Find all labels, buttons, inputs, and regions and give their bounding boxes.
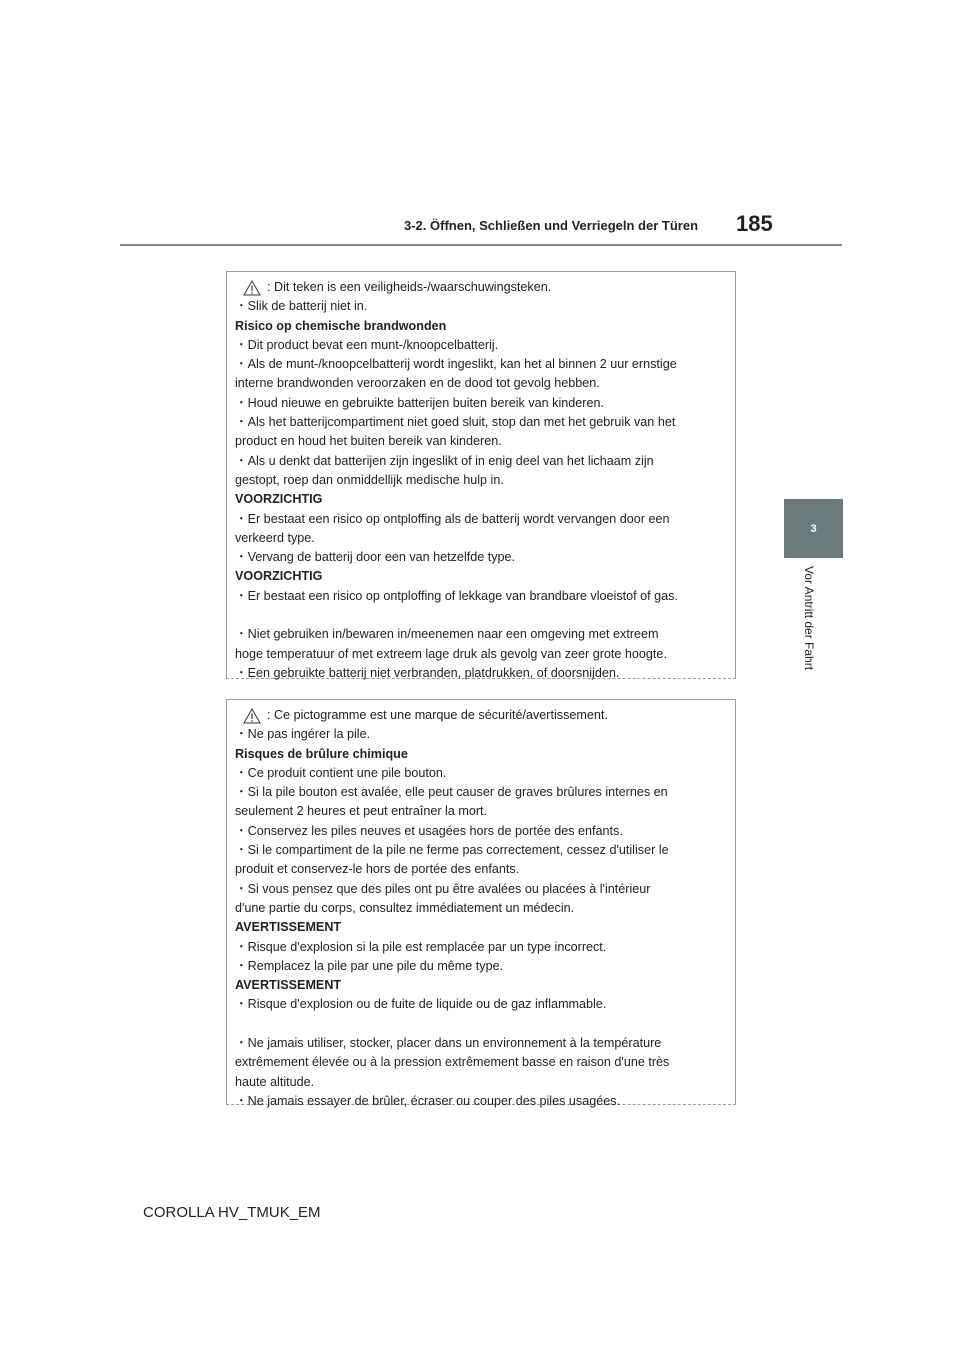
notice-line: ・Si le compartiment de la pile ne ferme pas correctement, cessez d'utiliser le [235, 843, 669, 858]
notice-line: ・Risque d'explosion ou de fuite de liquide ou de gaz inflammable. [235, 997, 607, 1012]
notice-line: ・Niet gebruiken in/bewaren in/meenemen naar een omgeving met extreem [235, 627, 659, 642]
notice-box-french [226, 699, 736, 1108]
notice-blank-line [235, 606, 727, 625]
notice-line: extrêmement élevée ou à la pression extrêmement basse en raison d'une très [235, 1055, 670, 1070]
notice-line: ・Remplacez la pile par une pile du même type. [235, 958, 504, 973]
notice-line: produit et conservez-le hors de portée des enfants. [235, 862, 520, 877]
notice-line: seulement 2 heures et peut entraîner la mort. [235, 804, 488, 819]
notice-line-text: : Ce pictogramme est une marque de sécurité/avertissement. [267, 708, 608, 722]
notice-line: ・Als u denkt dat batterijen zijn ingeslikt of in enig deel van het lichaam zijn [235, 453, 654, 468]
section-title: 3-2. Öffnen, Schließen und Verriegeln der Türen [404, 218, 699, 233]
chapter-tab[interactable] [784, 499, 843, 558]
notice-line: ・Ne jamais essayer de brûler, écraser ou couper des piles usagées. [235, 1093, 621, 1108]
notice-line: ・Als het batterijcompartiment niet goed sluit, stop dan met het gebruik van het [235, 415, 676, 430]
notice-heading: VOORZICHTIG [235, 492, 323, 507]
notice-line: ・Ne pas ingérer la pile. [235, 727, 371, 742]
notice-heading: Risico op chemische brandwonden [235, 318, 447, 333]
notice-line: ・Er bestaat een risico op ontploffing als de batterij wordt vervangen door een [235, 511, 670, 526]
notice-heading: AVERTISSEMENT [235, 978, 342, 993]
page-number: 185 [736, 211, 773, 236]
notice-line: interne brandwonden veroorzaken en de dood tot gevolg hebben. [235, 376, 600, 391]
warning-triangle-icon [243, 708, 261, 724]
notice-line: ・Er bestaat een risico op ontploffing of lekkage van brandbare vloeistof of gas. [235, 588, 678, 603]
notice-line: ・Vervang de batterij door een van hetzelfde type. [235, 550, 516, 565]
notice-line: ・Ne jamais utiliser, stocker, placer dans un environnement à la température [235, 1036, 662, 1051]
notice-box-dutch [226, 271, 736, 679]
notice-line: gestopt, roep dan onmiddellijk medische hulp in. [235, 472, 504, 487]
notice-heading: Risques de brûlure chimique [235, 746, 408, 761]
notice-heading: AVERTISSEMENT [235, 920, 342, 935]
notice-line: d'une partie du corps, consultez immédiatement un médecin. [235, 900, 575, 915]
notice-line [235, 278, 727, 297]
notice-line: ・Si vous pensez que des piles ont pu être avalées ou placées à l'intérieur [235, 881, 651, 896]
chapter-side-label [760, 566, 816, 690]
notice-line-text: : Dit teken is een veiligheids-/waarschuwingsteken. [267, 280, 552, 294]
notice-line [235, 706, 727, 725]
notice-line: hoge temperatuur of met extreem lage druk als gevolg van zeer grote hoogte. [235, 646, 667, 661]
notice-line: verkeerd type. [235, 530, 315, 545]
notice-line: ・Slik de batterij niet in. [235, 299, 368, 314]
header-rule [120, 244, 842, 246]
warning-triangle-icon [243, 280, 261, 296]
notice-line: ・Ce produit contient une pile bouton. [235, 765, 447, 780]
notice-line: product en houd het buiten bereik van kinderen. [235, 434, 502, 449]
chapter-label-text: Vor Antritt der Fahrt [802, 566, 816, 671]
footer-model-code: COROLLA HV_TMUK_EM [143, 1204, 321, 1221]
notice-line: ・Als de munt-/knoopcelbatterij wordt ingeslikt, kan het al binnen 2 uur ernstige [235, 357, 677, 372]
notice-line: ・Dit product bevat een munt-/knoopcelbatterij. [235, 337, 499, 352]
notice-heading: VOORZICHTIG [235, 569, 323, 584]
notice-line: ・Houd nieuwe en gebruikte batterijen buiten bereik van kinderen. [235, 395, 604, 410]
notice-line: ・Si la pile bouton est avalée, elle peut causer de graves brûlures internes en [235, 785, 668, 800]
chapter-number: 3 [810, 522, 817, 535]
notice-line: ・Conservez les piles neuves et usagées hors de portée des enfants. [235, 823, 623, 838]
notice-line: ・Risque d'explosion si la pile est remplacée par un type incorrect. [235, 939, 607, 954]
notice-blank-line [235, 1015, 727, 1034]
notice-line: ・Een gebruikte batterij niet verbranden, platdrukken, of doorsnijden. [235, 665, 620, 680]
notice-line: haute altitude. [235, 1074, 315, 1089]
